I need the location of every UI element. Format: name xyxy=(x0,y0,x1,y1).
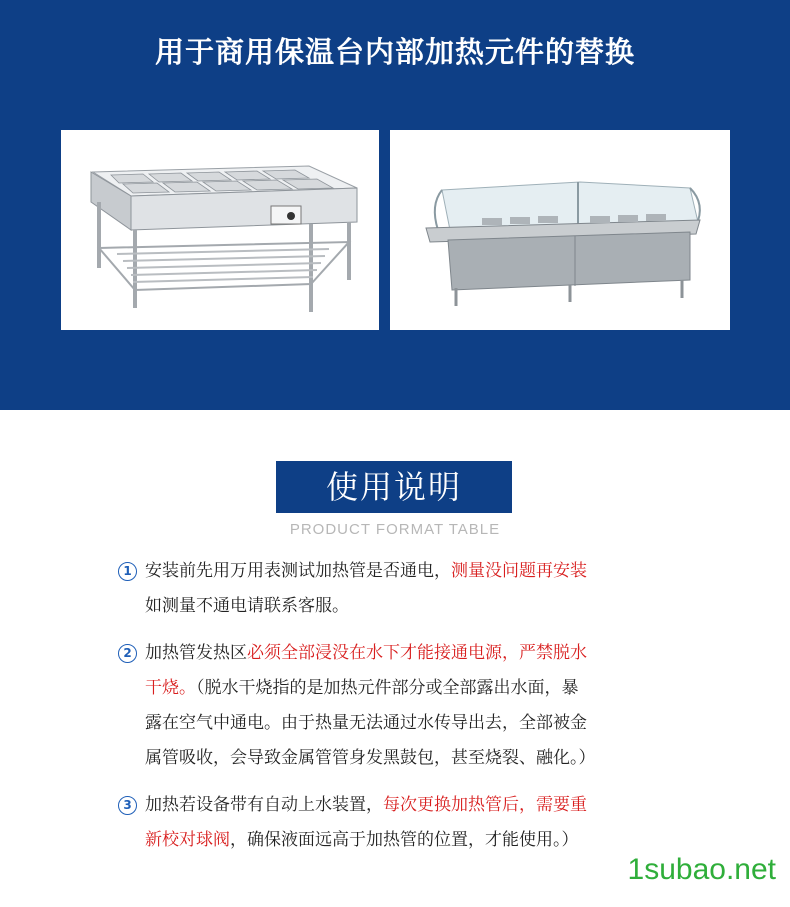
section-title: 使用说明 xyxy=(276,461,512,513)
instruction-line xyxy=(145,823,698,858)
watermark: 1subao.net xyxy=(627,853,776,886)
instruction-text: 安装前先用万用表测试加热管是否通电， xyxy=(145,561,451,581)
number-circle-icon: 1 xyxy=(118,562,137,581)
page-title: 用于商用保温台内部加热元件的替换 xyxy=(154,35,635,69)
instruction-text: 加热若设备带有自动上水装置， xyxy=(145,795,383,815)
instruction-item-3 xyxy=(118,788,698,858)
instruction-line xyxy=(145,741,698,776)
instruction-text: ，确保液面远高于加热管的位置，才能使用。） xyxy=(230,830,579,850)
instruction-line xyxy=(145,554,698,589)
instruction-warning-text: 干烧。 xyxy=(145,678,196,698)
product-photo-steam-table xyxy=(61,130,379,330)
instruction-text: （脱水干烧指的是加热元件部分或全部露出水面，暴 xyxy=(196,678,579,698)
product-photo-buffet-counter xyxy=(390,130,730,330)
instruction-line xyxy=(145,706,698,741)
hero-banner xyxy=(0,0,790,410)
section-subtitle: PRODUCT FORMAT TABLE xyxy=(289,521,501,538)
instruction-item-2 xyxy=(118,636,698,776)
instruction-item-1 xyxy=(118,554,698,624)
instruction-line xyxy=(145,589,698,624)
instruction-warning-text: 必须全部浸没在水下才能接通电源，严禁脱水 xyxy=(247,643,587,663)
instruction-line xyxy=(145,671,698,706)
instruction-text: 属管吸收，会导致金属管管身发黑鼓包，甚至烧裂、融化。） xyxy=(145,748,596,768)
instruction-text: 露在空气中通电。由于热量无法通过水传导出去，全部被金 xyxy=(145,713,587,733)
instruction-list xyxy=(118,554,698,858)
instruction-warning-text: 新校对球阀 xyxy=(145,830,230,850)
instruction-text: 如测量不通电请联系客服。 xyxy=(145,596,349,616)
instruction-text: 加热管发热区 xyxy=(145,643,247,663)
number-circle-icon: 2 xyxy=(118,644,137,663)
instruction-warning-text: 每次更换加热管后，需要重 xyxy=(383,795,587,815)
number-circle-icon: 3 xyxy=(118,796,137,815)
instruction-warning-text: 测量没问题再安装 xyxy=(451,561,587,581)
instruction-line xyxy=(145,636,698,671)
instruction-line xyxy=(145,788,698,823)
